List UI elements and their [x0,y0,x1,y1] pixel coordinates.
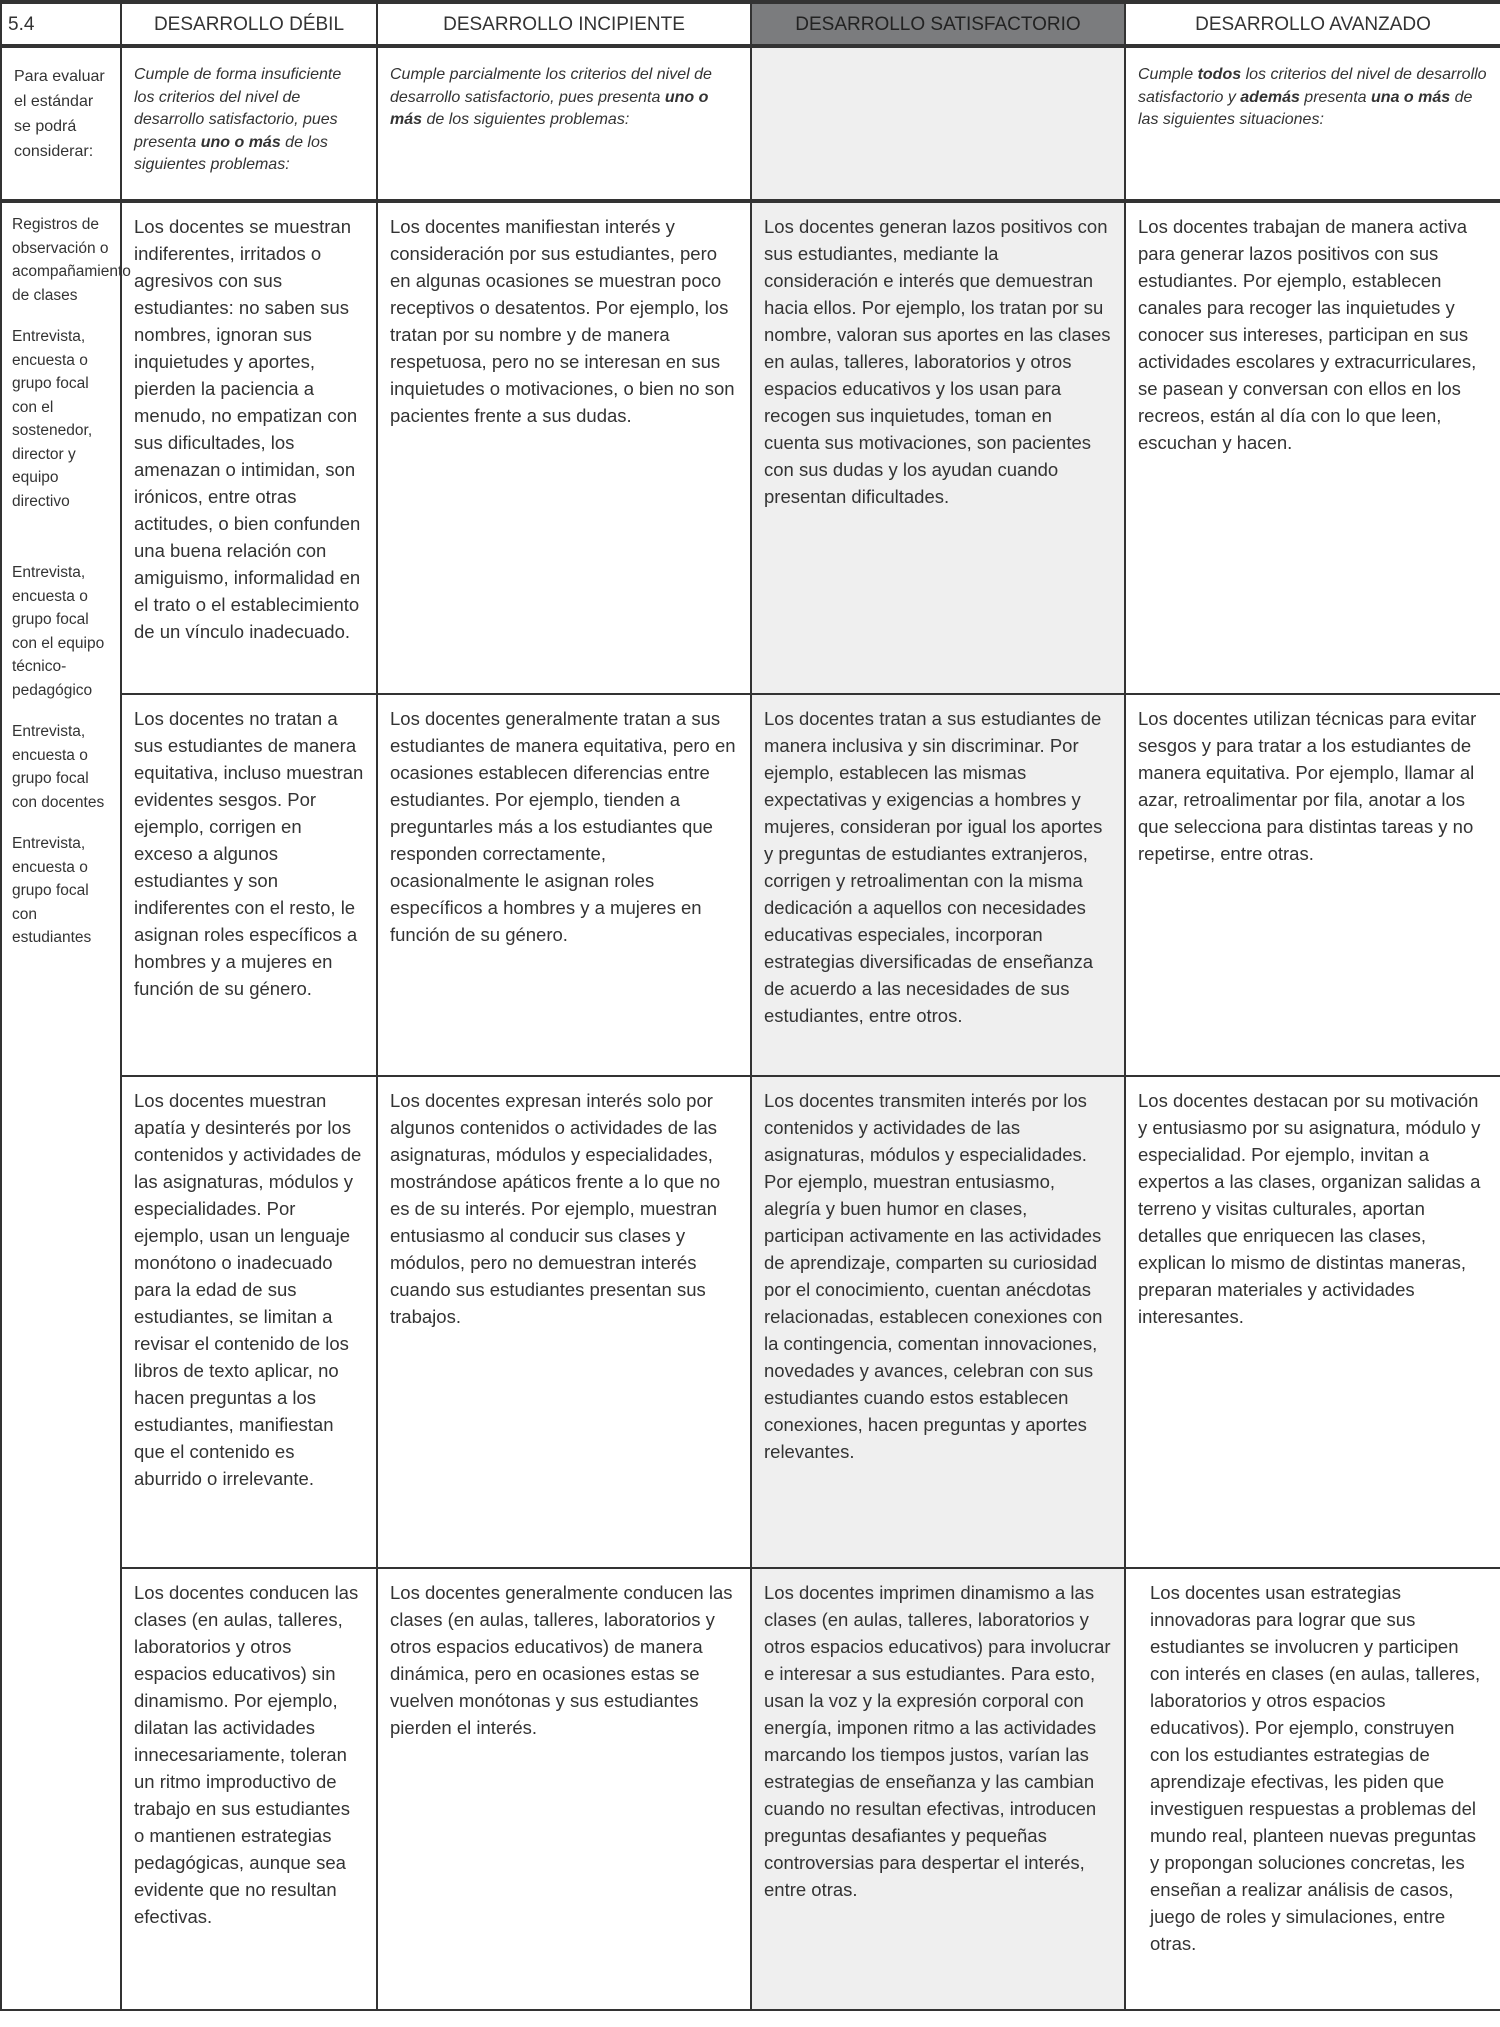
cell-debil: Los docentes se muestran indiferentes, irritados o agresivos con sus estudiantes: no saben sus nombres, ignoran sus inquietudes y aportes, pierden la paciencia a menudo, no empatizan con sus dificultades, los amenazan o intimidan, son irónicos, entre otras actitudes, o bien confunden una buena relación con amiguismo, informalidad en el trato o el establecimiento de un vínculo inadecuado. [121,201,377,694]
intro-debil [121,46,377,201]
cell-satisfactorio: Los docentes generan lazos positivos con sus estudiantes, mediante la consideración e interés que demuestran hacia ellos. Por ejemplo, los tratan por su nombre, valoran sus aportes en las clases en aulas, talleres, laboratorios y otros espacios educativos y los usan para recogen sus inquietudes, toman en cuenta sus motivaciones, son pacientes con sus dudas y los ayudan cuando presentan dificultades. [751,201,1125,694]
intro-row [1,46,1500,201]
cell-avanzado: Los docentes utilizan técnicas para evitar sesgos y para tratar a los estudiantes de manera equitativa. Por ejemplo, llamar al azar, retroalimentar por fila, anotar a los que selecciona para distintas tareas y no repetirse, entre otras. [1125,694,1500,1076]
intro-text: de los siguientes problemas: [422,111,630,128]
intro-avanzado [1125,46,1500,201]
sources-list [1,201,131,2010]
intro-text: Cumple [1138,66,1198,83]
cell-satisfactorio: Los docentes transmiten interés por los contenidos y actividades de las asignaturas, módulos y especialidades. Por ejemplo, muestran entusiasmo, alegría y buen humor en clases, participan activamente en las actividades de aprendizaje, comparten su curiosidad por el conocimiento, cuentan anécdotas relacionadas, establecen conexiones con la contingencia, comentan innovaciones, novedades y avances, celebran con sus estudiantes cuando estos establecen conexiones, hacen preguntas y aportes relevantes. [751,1076,1125,1568]
cell-debil: Los docentes no tratan a sus estudiantes de manera equitativa, incluso muestran evidentes sesgos. Por ejemplo, corrigen en exceso a algunos estudiantes y son indiferentes con el resto, le asignan roles específicos a hombres y a mujeres en función de su género. [121,694,377,1076]
intro-text: presenta [1299,88,1372,106]
criteria-row [1,1076,1500,1568]
source-item: Registros de observación o acompañamiento de clases [12,216,131,304]
cell-satisfactorio: Los docentes tratan a sus estudiantes de manera inclusiva y sin discriminar. Por ejemplo, establecen las mismas expectativas y exigencias a hombres y mujeres, consideran por igual los aportes y preguntas de estudiantes extranjeros, corrigen y retroalimentan con la misma dedicación a aquellos con necesidades educativas especiales, incorporan estrategias diversificadas de enseñanza de acuerdo a las necesidades de sus estudiantes, entre otros. [751,694,1125,1076]
cell-incipiente: Los docentes expresan interés solo por algunos contenidos o actividades de las asignaturas, módulos y especialidades, mostrándose apáticos frente a lo que no es de su interés. Por ejemplo, muestran entusiasmo al conducir sus clases y módulos, pero no demuestran interés cuando sus estudiantes presentan sus trabajos. [377,1076,751,1568]
intro-emphasis: uno o más [200,133,281,151]
header-debil: DESARROLLO DÉBIL [121,2,377,46]
cell-incipiente: Los docentes manifiestan interés y consideración por sus estudiantes, pero en algunas ocasiones se muestran poco receptivos o desatentos. Por ejemplo, los tratan por su nombre y de manera respetuosa, pero no se interesan en sus inquietudes o motivaciones, o bien no son pacientes frente a sus dudas. [377,201,751,694]
standard-number: 5.4 [1,2,121,46]
intro-emphasis: uno o más [390,88,709,128]
cell-avanzado: Los docentes destacan por su motivación y entusiasmo por su asignatura, módulo y especialidad. Por ejemplo, invitan a expertos a las clases, organizan salidas a terreno y visitas culturales, aportan detalles que enriquecen las clases, explican lo mismo de distintas maneras, preparan materiales y actividades interesantes. [1125,1076,1500,1568]
cell-debil: Los docentes conducen las clases (en aulas, talleres, laboratorios y otros espacios educativos) sin dinamismo. Por ejemplo, dilatan las actividades innecesariamente, toleran un ritmo improductivo de trabajo en sus estudiantes o mantienen estrategias pedagógicas, aunque sea evidente que no resultan efectivas. [121,1568,377,2010]
sources-label: Para evaluar el estándar se podrá considerar: [1,46,121,201]
header-satisfactorio: DESARROLLO SATISFACTORIO [751,2,1125,46]
intro-text: los criterios del nivel de desarrollo satisfactorio y [1138,66,1487,106]
intro-text: Cumple parcialmente los criterios del nivel de desarrollo satisfactorio, pues presenta [390,66,712,106]
intro-text: Cumple de forma insuficiente los criterios del nivel de desarrollo satisfactorio, pues presenta [134,66,342,151]
source-item: Entrevista, encuesta o grupo focal con estudiantes [12,835,92,946]
criteria-row [1,201,1500,694]
header-incipiente: DESARROLLO INCIPIENTE [377,2,751,46]
source-item: Entrevista, encuesta o grupo focal con el equipo técnico-pedagógico [12,564,105,699]
cell-incipiente: Los docentes generalmente conducen las clases (en aulas, talleres, laboratorios y otros espacios educativos) de manera dinámica, pero en ocasiones estas se vuelven monótonas y sus estudiantes pierden el interés. [377,1568,751,2010]
intro-text: de los siguientes problemas: [134,133,328,173]
cell-debil: Los docentes muestran apatía y desinterés por los contenidos y actividades de las asignaturas, módulos y especialidades. Por ejemplo, usan un lenguaje monótono o inadecuado para la edad de sus estudiantes, se limitan a revisar el contenido de los libros de texto aplicar, no hacen preguntas a los estudiantes, manifiestan que el contenido es aburrido o irrelevante. [121,1076,377,1568]
source-item: Entrevista, encuesta o grupo focal con docentes [12,723,105,811]
cell-avanzado: Los docentes trabajan de manera activa para generar lazos positivos con sus estudiantes. Por ejemplo, establecen canales para recoger las inquietudes y conocer sus intereses, participan en sus actividades escolares y extracurriculares, se pasean y conversan con ellos en los recreos, están al día con lo que leen, escuchan y hacen. [1125,201,1500,694]
intro-satisfactorio [751,46,1125,201]
intro-emphasis: además [1240,88,1300,106]
intro-emphasis: una o más [1371,88,1451,106]
cell-satisfactorio: Los docentes imprimen dinamismo a las clases (en aulas, talleres, laboratorios y otros espacios educativos) para involucrar e interesar a sus estudiantes. Para esto, usan la voz y la expresión corporal con energía, imponen ritmo a las actividades marcando los tiempos justos, varían las estrategias de enseñanza y las cambian cuando no resultan efectivas, introducen preguntas desafiantes y pequeñas controversias para despertar el interés, entre otras. [751,1568,1125,2010]
header-avanzado: DESARROLLO AVANZADO [1125,2,1500,46]
source-item: Entrevista, encuesta o grupo focal con el sostenedor, director y equipo directivo [12,328,93,510]
intro-incipiente [377,46,751,201]
criteria-row [1,694,1500,1076]
header-row [1,2,1500,46]
cell-incipiente: Los docentes generalmente tratan a sus estudiantes de manera equitativa, pero en ocasiones establecen diferencias entre estudiantes. Por ejemplo, tienden a preguntarles más a los estudiantes que responden correctamente, ocasionalmente le asignan roles específicos a hombres y a mujeres en función de su género. [377,694,751,1076]
criteria-row [1,1568,1500,2010]
intro-emphasis: todos [1197,66,1242,83]
cell-avanzado: Los docentes usan estrategias innovadoras para lograr que sus estudiantes se involucren y participen con interés en clases (en aulas, talleres, laboratorios y otros espacios educativos). Por ejemplo, construyen con los estudiantes estrategias de aprendizaje efectivas, les piden que investiguen respuestas a problemas del mundo real, planteen nuevas preguntas y propongan soluciones concretas, les enseñan a realizar análisis de casos, juego de roles y simulaciones, entre otras. [1125,1568,1500,2010]
intro-text: de las siguientes situaciones: [1138,88,1473,128]
